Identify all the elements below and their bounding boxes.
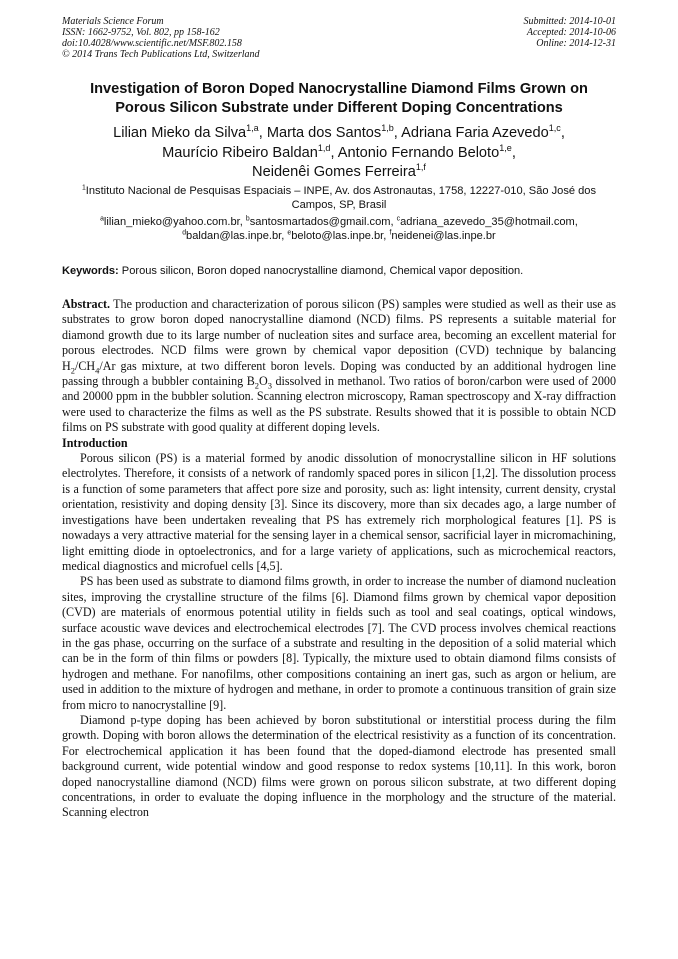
author-affil-mark: 1,c xyxy=(548,123,561,134)
author-separator: , xyxy=(393,125,402,141)
abstract-text: dissolved in methanol. Two ratios of boron/carbon were used of 2000 and 20000 ppm in the bubbler solution. Scanning electron microscopy, Raman spectroscopy and X-ray diffraction were used to characterize the films as well as the PS substrate. Results showed that it is possible to obtain NCD films on PS substrate with good quality at different doping levels. xyxy=(62,374,616,435)
affiliation xyxy=(66,184,612,212)
author-name: Neidenêi Gomes Ferreira xyxy=(252,164,416,180)
subscript: 4 xyxy=(95,365,100,376)
subscript: 3 xyxy=(267,380,272,391)
author-affil-mark: 1,e xyxy=(499,142,512,153)
author-line-2 xyxy=(50,144,628,164)
submitted-date: Submitted: 2014-10-01 xyxy=(523,16,616,27)
author-emails xyxy=(56,215,622,243)
journal-doi: doi:10.4028/www.scientific.net/MSF.802.158 xyxy=(62,38,242,49)
intro-paragraph-3: Diamond p-type doping has been achieved by boron substitutional or interstitial process during the film growth. Doping with boron allows the determination of the electrical resistivity as a function of its concentration. For electrochemical application it has been found that the doped-diamond electrode has presented small background current, wide potential window and good response to redox systems [10,11]. In this work, boron doped nanocrystalline diamond (NCD) films were grown on porous silicon substrate, at two different doping concentrations, in order to evaluate the doping influence in the morphology and the structure of the material. Scanning electron xyxy=(62,712,616,820)
email-address: adriana_azevedo_35@hotmail.com, xyxy=(400,216,578,228)
email-mark: a xyxy=(100,215,104,223)
author-separator: , xyxy=(560,125,565,141)
email-mark: c xyxy=(396,215,401,223)
paper-title xyxy=(50,80,628,118)
author-name: Maurício Ribeiro Baldan xyxy=(162,144,318,161)
author-affil-mark: 1,a xyxy=(246,123,259,134)
author-affil-mark: 1,f xyxy=(415,162,426,173)
email-mark: f xyxy=(389,229,392,237)
email-mark: d xyxy=(182,229,187,237)
intro-paragraph-2: PS has been used as substrate to diamond films growth, in order to increase the number of diamond nucleation sites, improving the crystalline structure of the films [6]. Diamond films grown by chemical vapor deposition (CVD) are materials of enormous potential utility in fields such as tool and seal coatings, optical windows, surface acoustic wave devices and electrochemical electrodes [7]. The CVD process involves chemical reactions in the gas phase, occurring on the surface of a substrate and resulting in the deposition of a solid material which can be in the form of thin films or powders [8]. Typically, the mixture used to obtain diamond films consists of hydrogen and methane. For nanofilms, other compositions containing an inert gas, such as argon or helium, are used in addition to the mixture of hydrogen and methane, in order to promote a continuous transition of grain size from micro to nanocrystalline [9]. xyxy=(62,574,616,712)
email-separator: , xyxy=(281,230,288,242)
section-heading-introduction: Introduction xyxy=(62,435,128,450)
author-line-1 xyxy=(50,124,628,144)
abstract xyxy=(62,297,616,436)
abstract-text: /Ar gas mixture, at two different boron levels. Doping was conducted by an additional hydrogen line passing through a bubbler containing B xyxy=(62,358,616,389)
keywords-text: Porous silicon, Boron doped nanocrystalline diamond, Chemical vapor deposition. xyxy=(118,265,524,277)
email-address: baldan@las.inpe.br xyxy=(186,230,282,242)
journal-copyright: © 2014 Trans Tech Publications Ltd, Switzerland xyxy=(62,49,260,60)
online-date: Online: 2014-12-31 xyxy=(536,38,616,49)
abstract-label: Abstract. xyxy=(62,297,111,311)
paper-body xyxy=(62,297,616,821)
author-name: Lilian Mieko da Silva xyxy=(113,125,247,141)
author-line-3 xyxy=(50,163,628,183)
email-mark: e xyxy=(287,229,292,237)
abstract-text: O xyxy=(259,374,268,389)
journal-name: Materials Science Forum xyxy=(62,16,164,27)
author-separator: , xyxy=(258,125,267,141)
journal-header xyxy=(62,16,260,60)
dates-header xyxy=(524,16,617,49)
email-separator: , xyxy=(239,216,246,228)
author-name: Marta dos Santos xyxy=(266,125,382,141)
email-separator: , xyxy=(383,230,390,242)
author-affil-mark: 1,b xyxy=(381,123,394,134)
author-separator: , xyxy=(330,144,338,161)
email-line-2 xyxy=(56,229,622,243)
title-line-2: Porous Silicon Substrate under Different Doping Concentrations xyxy=(115,100,563,116)
email-line-1 xyxy=(56,215,622,229)
author-list xyxy=(50,124,628,183)
keywords-label: Keywords: xyxy=(62,265,119,277)
affiliation-text: Instituto Nacional de Pesquisas Espaciais – INPE, Av. dos Astronautas, 1758, 12227-010, São José dos Campos, SP, Brasil xyxy=(85,185,597,211)
subscript: 2 xyxy=(254,380,260,391)
abstract-text: The production and characterization of porous silicon (PS) samples were studied as well as their use as substrates to grow boron doped nanocrystalline diamond (NCD) films. PS represents a suitable material for diamond growth due to its large number of nucleation sites and surface area, becoming an excellent material for porous electrodes. NCD films were grown by chemical vapor deposition (CVD) technique by balancing H xyxy=(62,297,616,373)
author-name: Adriana Faria Azevedo xyxy=(401,125,549,141)
email-address: beloto@las.inpe.br xyxy=(291,230,384,242)
title-line-1: Investigation of Boron Doped Nanocrystalline Diamond Films Grown on xyxy=(90,81,588,97)
journal-issn: ISSN: 1662-9752, Vol. 802, pp 158-162 xyxy=(62,27,220,38)
intro-paragraph-1: Porous silicon (PS) is a material formed by anodic dissolution of monocrystalline silicon in HF solutions electrolytes. Therefore, it consists of a network of randomly spaced pores in silicon [1,2]. The dissolution process is a function of some parameters that affect pore size and porosity, such as: light intensity, current density, crystal orientation, resistivity and doping density [3]. Since its discovery, more than six decades ago, a large number of investigations have been undertaken revealing that PS has extremely rich morphological features [1]. PS is nowadays a very attractive material for the sensing layer in a chemical sensor, sacrificial layer in micromachining, light emitting diode in optoelectronics, and for a large variety of applications, such as microchemical reactors, medical diagnostics and microfuel cells [4,5]. xyxy=(62,451,616,573)
email-address: neidenei@las.inpe.br xyxy=(391,230,496,242)
email-address: santosmartados@gmail.com xyxy=(249,216,391,228)
keywords xyxy=(62,264,616,278)
author-affil-mark: 1,d xyxy=(317,142,331,153)
abstract-text: /CH xyxy=(74,358,96,373)
email-address: lilian_mieko@yahoo.com.br xyxy=(103,216,240,228)
author-separator: , xyxy=(511,144,516,161)
author-name: Antonio Fernando Beloto xyxy=(337,144,500,161)
email-separator: , xyxy=(390,216,397,228)
email-mark: b xyxy=(245,215,250,223)
affiliation-mark: 1 xyxy=(81,184,86,192)
accepted-date: Accepted: 2014-10-06 xyxy=(526,27,616,38)
subscript: 2 xyxy=(70,365,75,376)
